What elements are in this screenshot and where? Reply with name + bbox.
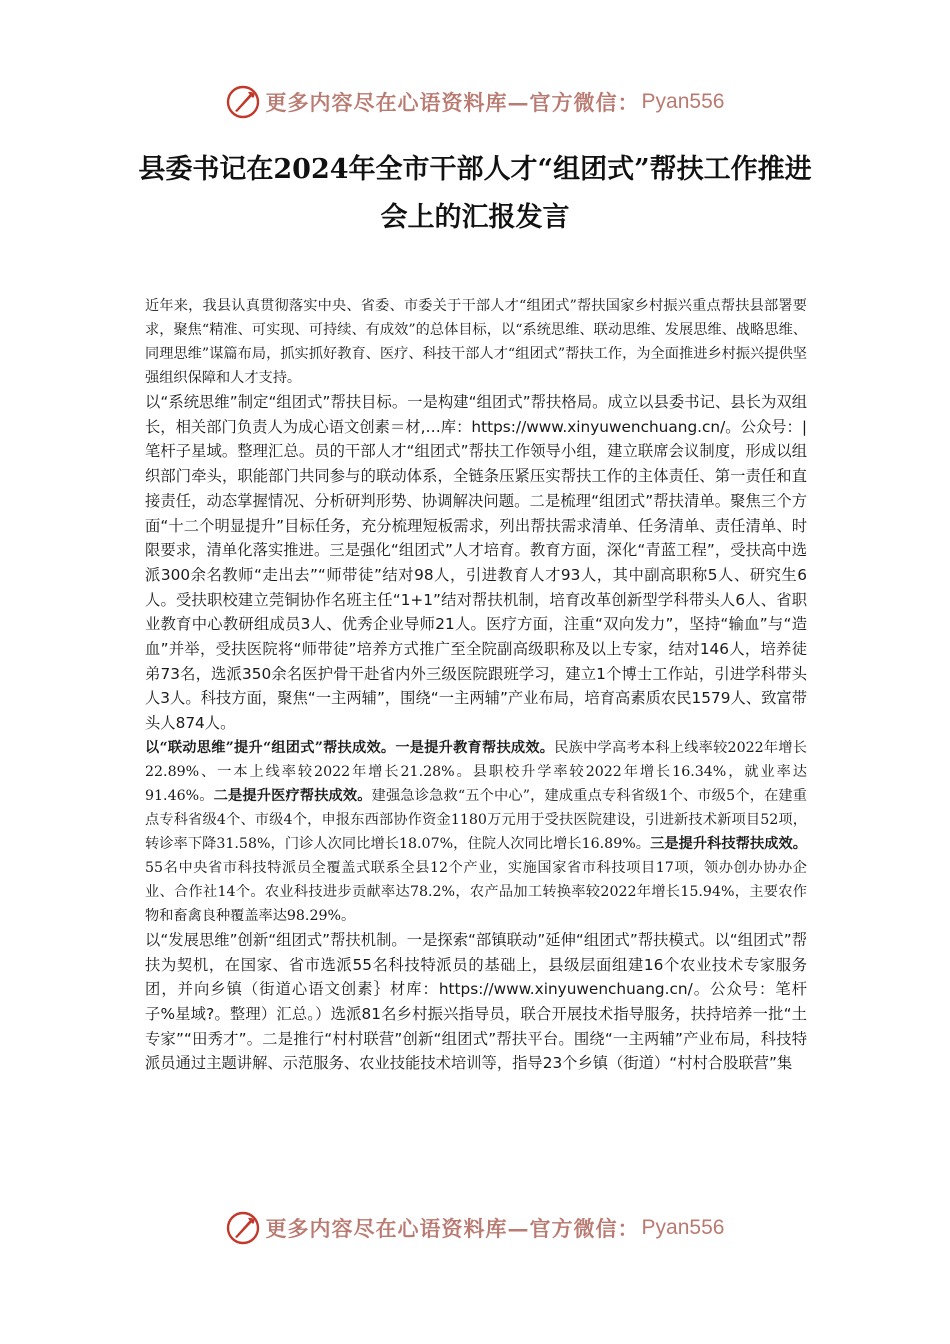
- heading-technology: 三是提升科技帮扶成效。: [650, 835, 807, 852]
- document-body: [145, 294, 807, 1076]
- paragraph-intro: 近年来，我县认真贯彻落实中央、省委、市委关于干部人才“组团式”帮扶国家乡村振兴重点帮扶县部署要求，聚焦“精准、可实现、可持续、有成效”的总体目标，以“系统思维、联动思维、发展思维、战略思维、同理思维”谋篇布局，抓实抓好教育、医疗、科技干部人才“组团式”帮扶工作，为全面推进乡村振兴提供坚强组织保障和人才支持。: [145, 298, 807, 386]
- text-medical-results: 建强急诊急救“五个中心”，建成重点专科省级1个、市级5个，在建重点专科省级4个、市级4个，申报东西部协作资金1180万元用于受扶医院建设，引进新技术新项目52项，转诊率下降31.58%，门诊人次同比增长18.07%，住院人次同比增长16.89%。: [145, 787, 807, 852]
- quill-pen-logo-icon: [226, 85, 260, 119]
- heading-linkage: 以“联动思维”提升“组团式”帮扶成效。一是提升教育帮扶成效。: [145, 739, 555, 756]
- watermark-banner-top: [0, 80, 950, 124]
- quill-pen-logo-icon: [226, 1211, 260, 1245]
- watermark-banner-bottom: [0, 1206, 950, 1250]
- document-title: 县委书记在2024年全市干部人才“组团式”帮扶工作推进会上的汇报发言: [138, 154, 812, 233]
- paragraph-linkage-thinking: [145, 736, 807, 928]
- watermark-wechat-id: Pyan556: [641, 90, 725, 113]
- watermark-text: 更多内容尽在心语资料库—官方微信：: [265, 1216, 640, 1241]
- text-education-results: 民族中学高考本科上线率较2022年增长22.89%、一本上线率较2022年增长21.28%。县职校升学率较2022年增长16.34%，就业率达91.46%。: [145, 739, 807, 804]
- watermark-wechat-id: Pyan556: [641, 1216, 725, 1239]
- paragraph-system-thinking: 以“系统思维”制定“组团式”帮扶目标。一是构建“组团式”帮扶格局。成立以县委书记、县长为双组长，相关部门负责人为成心语文创素＝材,…库：https://www.xinyuwenchuang.cn/。公众号：|笔杆子星域。整理汇总。员的干部人才“组团式”帮扶工作领导小组，建立联席会议制度，形成以组织部门牵头，职能部门共同参与的联动体系，全链条压紧压实帮扶工作的主体责任、第一责任和直接责任，动态掌握情况、分析研判形势、协调解决问题。二是梳理“组团式”帮扶清单。聚焦三个方面“十二个明显提升”目标任务，充分梳理短板需求，列出帮扶需求清单、任务清单、责任清单、时限要求，清单化落实推进。三是强化“组团式”人才培育。教育方面，深化“青蓝工程”，受扶高中选派300余名教师“走出去”“师带徒”结对98人，引进教育人才93人，其中副高职称5人、研究生6人。受扶职校建立莞铜协作名班主任“1+1”结对帮扶机制，培育改革创新型学科带头人6人、省职业教育中心教研组成员3人、优秀企业导师21人。医疗方面，注重“双向发力”，坚持“输血”与“造血”并举，受扶医院将“师带徒”培养方式推广至全院副高级职称及以上专家，结对146人，培养徒弟73名，选派350余名医护骨干赴省内外三级医院跟班学习，建立1个博士工作站，引进学科带头人3人。科技方面，聚焦“一主两辅”，围绕“一主两辅”产业布局，培育高素质农民1579人、致富带头人874人。: [145, 393, 807, 733]
- paragraph-development-thinking: 以“发展思维”创新“组团式”帮扶机制。一是探索“部镇联动”延伸“组团式”帮扶模式。以“组团式”帮扶为契机，在国家、省市选派55名科技特派员的基础上，县级层面组建16个农业技术专家服务团，并向乡镇（街道心语文创素｝材库：https://www.xinyuwenchuang.cn/。公众号：笔杆子%星域?。整理）汇总。）选派81名乡村振兴指导员，联合开展技术指导服务，扶持培养一批“土专家”“田秀才”。二是推行“村村联营”创新“组团式”帮扶平台。围绕“一主两辅”产业布局，科技特派员通过主题讲解、示范服务、农业技能技术培训等，指导23个乡镇（街道）“村村合股联营”集: [145, 930, 807, 1073]
- text-technology-results: 55名中央省市科技特派员全覆盖式联系全县12个产业，实施国家省市科技项目17项，领办创办协办企业、合作社14个。农业科技进步贡献率达78.2%，农产品加工转换率较2022年增长15.94%，主要农作物和畜禽良种覆盖率达98.29%。: [145, 859, 807, 924]
- watermark-text: 更多内容尽在心语资料库—官方微信：: [265, 90, 640, 115]
- heading-medical: 二是提升医疗帮扶成效。: [213, 787, 372, 804]
